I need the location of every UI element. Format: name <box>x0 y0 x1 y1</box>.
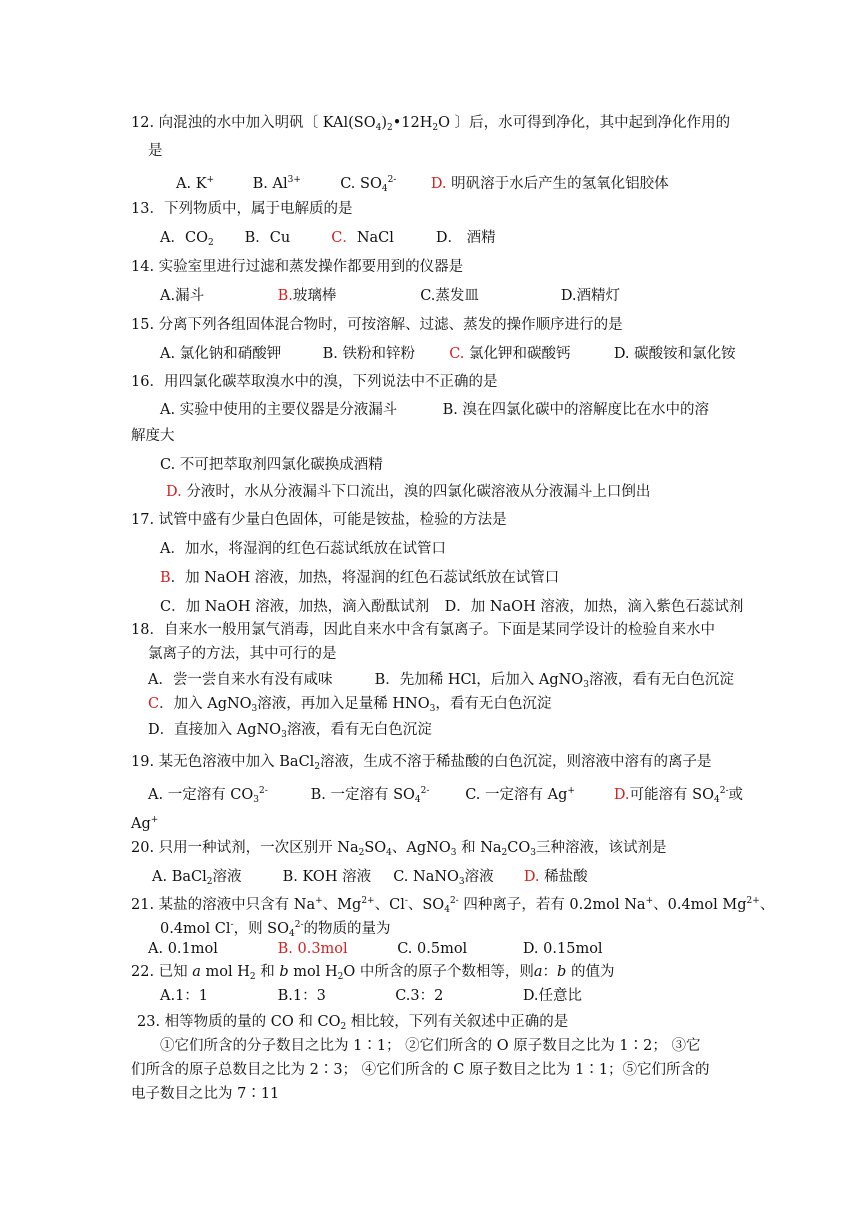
q16-option-b: B. 溴在四氯化碳中的溶解度比在水中的溶 <box>442 402 709 418</box>
q16-option-a: A. 实验中使用的主要仪器是分液漏斗 <box>160 402 398 418</box>
q21-stem-line2: 0.4mol Cl-，则 $SO_4^{2-}$的物质的量为 <box>160 920 391 939</box>
q18-option-c: C．加入 AgNO$_3$溶液，再加入足量稀 $HNO_3$，看有无白色沉淀 <box>148 696 552 714</box>
q19-option-d: D.可能溶有 $SO_4^{2-}$或 <box>613 786 743 805</box>
q18-stem: 18．自来水一般用氯气消毒，因此自来水中含有氯离子。下面是某同学设计的检验自来水中 <box>131 622 715 638</box>
q19-option-d-cont: Ag+ <box>131 815 159 832</box>
q14-stem: 14. 实验室里进行过滤和蒸发操作都要用到的仪器是 <box>131 259 464 275</box>
q16-options-ab <box>160 400 709 420</box>
q12-stem: 12. 向混浊的水中加入明矾〔 $KAl(SO_4)_2•12H_2O$ 〕后，水可得到净化，其中起到净化作用的 <box>131 115 731 133</box>
q18-stem-line2: 氯离子的方法，其中可行的是 <box>148 646 337 662</box>
q17-stem: 17. 试管中盛有少量白色固体，可能是铵盐，检验的方法是 <box>131 512 507 528</box>
q17-option-a: A．加水，将湿润的红色石蕊试纸放在试管口 <box>160 541 446 557</box>
q14-option-b: B.玻璃棒 <box>277 288 337 304</box>
q23-statements-line1: ①它们所含的分子数目之比为 1∶1； ②它们所含的 O 原子数目之比为 1∶2； ③它 <box>160 1038 701 1054</box>
q19-stem: 19. 某无色溶液中加入 BaCl$_2$溶液，生成不溶于稀盐酸的白色沉淀，则溶液中溶有的离子是 <box>131 754 712 772</box>
q14-option-a: A.漏斗 <box>160 288 205 304</box>
q13-option-c: C．NaCl <box>331 230 394 246</box>
q12-option-c: C. $SO_4^{2-}$ <box>340 175 397 194</box>
q17-options-cd <box>160 597 743 617</box>
q15-option-c: C. 氯化钾和碳酸钙 <box>449 346 571 362</box>
q20-option-b: B. KOH 溶液 <box>282 869 372 885</box>
q18-option-a: A．尝一尝自来水有没有咸味 <box>148 672 333 688</box>
q12-option-a: A. K+ <box>176 175 215 192</box>
q23-stem: 23. 相等物质的量的 CO 和 $CO_2$ 相比较，下列有关叙述中正确的是 <box>137 1014 569 1032</box>
q15-options <box>160 344 736 364</box>
q16-stem: 16．用四氯化碳萃取溴水中的溴，下列说法中不正确的是 <box>131 374 498 390</box>
q13-option-b: B．Cu <box>244 230 291 246</box>
q13-stem: 13．下列物质中，属于电解质的是 <box>131 201 353 217</box>
q14-option-c: C.蒸发皿 <box>420 288 479 304</box>
q14-options <box>160 286 620 306</box>
q18-option-b: B．先加稀 HCl，后加入 AgNO$_3$溶液，看有无白色沉淀 <box>374 672 734 690</box>
q20-option-c: C. NaNO$_3$溶液 <box>393 869 494 887</box>
q20-stem: 20. 只用一种试剂，一次区别开 $Na_2SO_4$、AgNO$_3$ 和 $Na_2CO_3$三种溶液，该试剂是 <box>131 840 667 858</box>
q14-option-d: D.酒精灯 <box>560 288 621 304</box>
q13-option-a: A．$CO_2$ <box>160 230 214 248</box>
q21-stem: 21. 某盐的溶液中只含有 Na+、$Mg^{2+}$、Cl-、$SO_4^{2-}$ 四种离子，若有 0.2mol Na+、0.4mol $Mg^{2+}$、 <box>131 896 775 915</box>
q13-option-d: D． 酒精 <box>435 230 496 246</box>
q17-option-d: D．加 NaOH 溶液，加热，滴入紫色石蕊试剂 <box>444 599 744 615</box>
q20-options <box>152 867 588 892</box>
q22-option-c: C.3：2 <box>395 988 444 1004</box>
q19-options <box>148 781 743 810</box>
q16-option-c: C. 不可把萃取剂四氯化碳换成酒精 <box>160 457 383 473</box>
q16-option-d: D. 分液时，水从分液漏斗下口流出，溴的四氯化碳溶液从分液漏斗上口倒出 <box>166 484 651 500</box>
q15-option-b: B. 铁粉和锌粉 <box>322 346 415 362</box>
q15-option-d: D. 碳酸铵和氯化铵 <box>613 346 736 362</box>
q22-option-d: D.任意比 <box>522 988 583 1004</box>
q21-option-b: B. 0.3mol <box>277 941 348 957</box>
q19-option-c: C. 一定溶有 Ag+ <box>465 786 575 803</box>
q18-options-ab <box>148 670 734 695</box>
q15-option-a: A. 氯化钠和硝酸钾 <box>160 346 282 362</box>
q22-option-a: A.1：1 <box>160 988 209 1004</box>
q12-option-d: D. 明矾溶于水后产生的氢氧化铝胶体 <box>430 176 669 192</box>
q21-options <box>148 939 603 959</box>
q20-option-a: A. BaCl$_2$溶液 <box>152 869 242 887</box>
q16-option-b-cont: 解度大 <box>131 428 175 444</box>
q22-options <box>160 986 582 1006</box>
q17-option-c: C．加 NaOH 溶液，加热，滴入酚酞试剂 <box>160 599 430 615</box>
q21-option-a: A. 0.1mol <box>148 941 218 957</box>
q22-option-b: B.1：3 <box>277 988 326 1004</box>
q19-option-a: A. 一定溶有 $CO_3^{2-}$ <box>148 786 268 805</box>
q21-option-d: D. 0.15mol <box>522 941 603 957</box>
q12-options <box>176 170 669 199</box>
q22-stem: 22. 已知 a mol $H_2$ 和 b mol $H_2O$ 中所含的原子个数相等，则a：b 的值为 <box>131 964 615 982</box>
q18-option-d: D．直接加入 AgNO$_3$溶液，看有无白色沉淀 <box>148 722 432 740</box>
q17-option-b: B．加 NaOH 溶液，加热，将湿润的红色石蕊试纸放在试管口 <box>160 570 560 586</box>
q12-stem-line2: 是 <box>148 143 163 159</box>
q21-option-c: C. 0.5mol <box>397 941 468 957</box>
q12-option-b: B. $Al^{3+}$ <box>252 175 301 192</box>
q23-statements-line2: 们所含的原子总数目之比为 2∶3； ④它们所含的 C 原子数目之比为 1∶1；⑤它们所含的 <box>131 1062 710 1078</box>
q13-options <box>160 228 496 253</box>
q19-option-b: B. 一定溶有 $SO_4^{2-}$ <box>310 786 430 805</box>
q23-statements-line3: 电子数目之比为 7∶11 <box>131 1086 280 1102</box>
q15-stem: 15. 分离下列各组固体混合物时，可按溶解、过滤、蒸发的操作顺序进行的是 <box>131 317 623 333</box>
q20-option-d: D. 稀盐酸 <box>523 869 588 885</box>
